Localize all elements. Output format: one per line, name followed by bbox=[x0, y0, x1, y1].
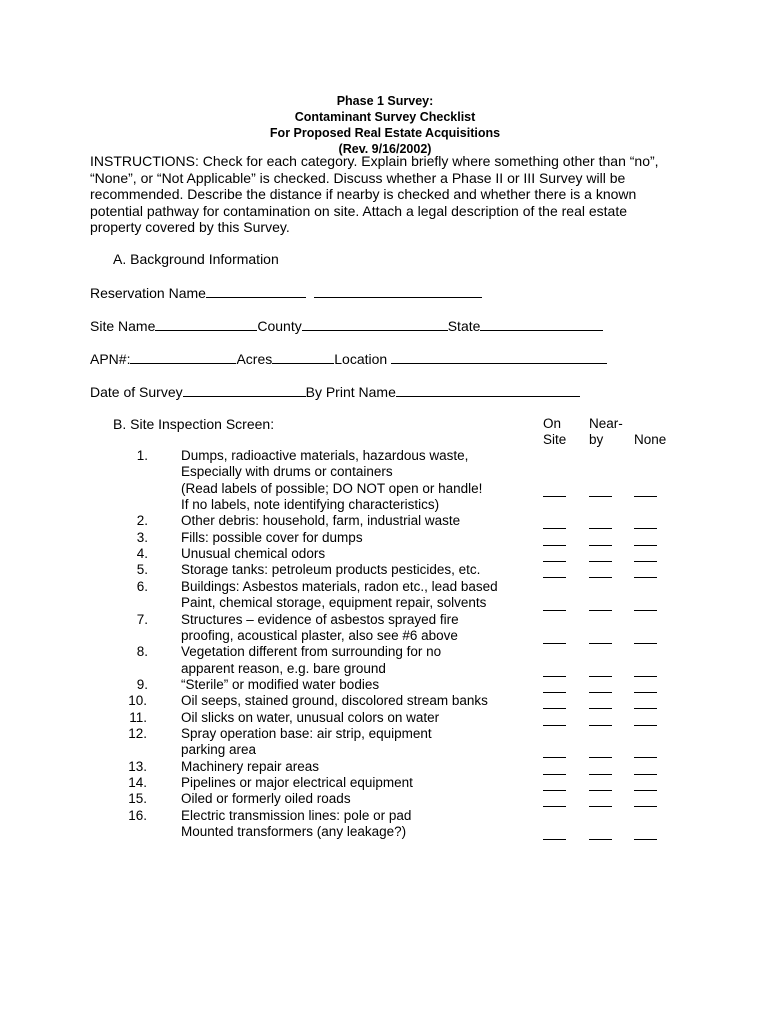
checkbox-on-site[interactable] bbox=[543, 577, 566, 578]
item-number: 11. bbox=[129, 709, 147, 725]
item-number: 9. bbox=[136, 676, 148, 692]
state-label: State bbox=[447, 318, 481, 334]
checkbox-none[interactable] bbox=[634, 774, 657, 775]
checkbox-on-site[interactable] bbox=[543, 561, 566, 562]
checkbox-none[interactable] bbox=[634, 676, 657, 677]
item-text: Vegetation different from surrounding for no bbox=[181, 644, 442, 660]
date-row bbox=[90, 383, 580, 400]
item-number: 12. bbox=[128, 725, 147, 741]
site-name-row bbox=[90, 317, 603, 334]
date-of-survey-field[interactable] bbox=[183, 383, 306, 397]
instructions bbox=[90, 153, 690, 236]
checkbox-on-site[interactable] bbox=[543, 708, 566, 709]
checkbox-on-site[interactable] bbox=[543, 610, 566, 611]
item-text: proofing, acoustical plaster, also see #6 above bbox=[181, 627, 458, 643]
item-text: If no labels, note identifying characteristics) bbox=[181, 497, 440, 513]
checkbox-none[interactable] bbox=[634, 545, 657, 546]
checkbox-none[interactable] bbox=[634, 692, 657, 693]
item-text: Storage tanks: petroleum products pesticides, etc. bbox=[181, 562, 481, 578]
checkbox-none[interactable] bbox=[634, 577, 657, 578]
item-number: 8. bbox=[136, 644, 148, 660]
item-text: Electric transmission lines: pole or pad bbox=[181, 807, 412, 823]
item-number: 5. bbox=[136, 562, 148, 578]
title-line-2: Contaminant Survey Checklist bbox=[294, 110, 476, 124]
item-text: Buildings: Asbestos materials, radon etc., lead based bbox=[181, 578, 498, 594]
item-text: Oiled or formerly oiled roads bbox=[181, 791, 351, 807]
item-text: Unusual chemical odors bbox=[181, 546, 326, 562]
item-text: Spray operation base: air strip, equipment bbox=[181, 725, 432, 741]
checkbox-nearby[interactable] bbox=[589, 577, 612, 578]
instructions-line: potential pathway for contamination on site. Attach a legal description of the real estate bbox=[90, 202, 627, 219]
checkbox-none[interactable] bbox=[634, 561, 657, 562]
checkbox-on-site[interactable] bbox=[543, 806, 566, 807]
item-number: 14. bbox=[128, 775, 147, 790]
item-text: Structures – evidence of asbestos sprayed fire bbox=[181, 611, 459, 627]
checkbox-on-site[interactable] bbox=[543, 643, 566, 644]
checkbox-on-site[interactable] bbox=[543, 790, 566, 791]
item-number: 4. bbox=[136, 546, 148, 562]
item-text: Other debris: household, farm, industrial waste bbox=[181, 513, 461, 529]
location-field[interactable] bbox=[391, 350, 607, 364]
instructions-line: INSTRUCTIONS: Check for each category. Explain briefly where something other than “no”, bbox=[90, 153, 659, 169]
item-text: Oil slicks on water, unusual colors on water bbox=[181, 709, 440, 725]
acres-field[interactable] bbox=[272, 350, 334, 364]
reservation-name-label: Reservation Name bbox=[90, 285, 206, 301]
checkbox-none[interactable] bbox=[634, 643, 657, 644]
location-label: Location bbox=[334, 351, 388, 367]
checkbox-none[interactable] bbox=[634, 528, 657, 529]
date-of-survey-label: Date of Survey bbox=[90, 384, 183, 400]
col-header-none: None bbox=[634, 432, 667, 447]
title-line-3: For Proposed Real Estate Acquisitions bbox=[269, 126, 501, 140]
checkbox-nearby[interactable] bbox=[589, 561, 612, 562]
checkbox-nearby[interactable] bbox=[589, 790, 612, 791]
checkbox-nearby[interactable] bbox=[589, 708, 612, 709]
checkbox-none[interactable] bbox=[634, 790, 657, 791]
checkbox-on-site[interactable] bbox=[543, 757, 566, 758]
checkbox-none[interactable] bbox=[634, 725, 657, 726]
col-header-site: Site bbox=[543, 432, 567, 447]
apn-field[interactable] bbox=[130, 350, 236, 364]
site-name-field[interactable] bbox=[155, 317, 257, 331]
checkbox-nearby[interactable] bbox=[589, 643, 612, 644]
checkbox-none[interactable] bbox=[634, 610, 657, 611]
checkbox-none[interactable] bbox=[634, 839, 657, 840]
reservation-name-field-2[interactable] bbox=[314, 284, 482, 298]
item-text: Paint, chemical storage, equipment repair, solvents bbox=[181, 595, 487, 611]
item-text: “Sterile” or modified water bodies bbox=[181, 676, 380, 692]
checkbox-on-site[interactable] bbox=[543, 839, 566, 840]
item-text: Fills: possible cover for dumps bbox=[181, 529, 363, 545]
item-text: parking area bbox=[181, 742, 257, 758]
checkbox-on-site[interactable] bbox=[543, 725, 566, 726]
checkbox-nearby[interactable] bbox=[589, 725, 612, 726]
item-number: 10. bbox=[128, 693, 147, 709]
item-text: (Read labels of possible; DO NOT open or handle! bbox=[181, 480, 483, 496]
item-text: Dumps, radioactive materials, hazardous waste, bbox=[181, 448, 469, 463]
acres-label: Acres bbox=[236, 351, 273, 367]
item-number: 1. bbox=[136, 448, 148, 463]
checkbox-on-site[interactable] bbox=[543, 545, 566, 546]
col-header-by: by bbox=[589, 432, 604, 447]
instructions-line: “None”, or “Not Applicable” is checked. Discuss whether a Phase II or III Survey will be bbox=[90, 169, 626, 186]
item-number: 3. bbox=[136, 529, 148, 545]
instructions-line: recommended. Describe the distance if nearby is checked and whether there is a known bbox=[90, 186, 637, 202]
item-number: 6. bbox=[136, 578, 148, 594]
title-line-4: (Rev. 9/16/2002) bbox=[338, 142, 432, 156]
item-text: Especially with drums or containers bbox=[181, 464, 393, 480]
checkbox-nearby[interactable] bbox=[589, 545, 612, 546]
item-text: Mounted transformers (any leakage?) bbox=[181, 824, 407, 840]
checkbox-nearby[interactable] bbox=[589, 528, 612, 529]
item-number: 15. bbox=[128, 791, 147, 807]
checkbox-on-site[interactable] bbox=[543, 676, 566, 677]
item-number: 13. bbox=[128, 758, 147, 774]
state-field[interactable] bbox=[480, 317, 603, 331]
reservation-name-field[interactable] bbox=[206, 284, 306, 298]
checkbox-nearby[interactable] bbox=[589, 839, 612, 840]
print-name-field[interactable] bbox=[396, 383, 580, 397]
checkbox-none[interactable] bbox=[634, 757, 657, 758]
reservation-name-row bbox=[90, 284, 482, 301]
checkbox-none[interactable] bbox=[634, 496, 657, 497]
item-text: apparent reason, e.g. bare ground bbox=[181, 660, 386, 676]
site-name-label: Site Name bbox=[90, 318, 156, 334]
by-print-name-label: By Print Name bbox=[305, 384, 396, 400]
checkbox-nearby[interactable] bbox=[589, 806, 612, 807]
checkbox-none[interactable] bbox=[634, 708, 657, 709]
item-number: 2. bbox=[136, 513, 148, 529]
checkbox-nearby[interactable] bbox=[589, 676, 612, 677]
item-number: 16. bbox=[128, 807, 147, 823]
checkbox-nearby[interactable] bbox=[589, 774, 612, 775]
apn-label: APN#: bbox=[90, 351, 131, 367]
section-b-title: B. Site Inspection Screen: bbox=[113, 416, 275, 432]
county-field[interactable] bbox=[302, 317, 448, 331]
checkbox-nearby[interactable] bbox=[589, 496, 612, 497]
checkbox-on-site[interactable] bbox=[543, 774, 566, 775]
item-text: Oil seeps, stained ground, discolored stream banks bbox=[181, 693, 488, 709]
item-number: 7. bbox=[136, 611, 148, 627]
item-text: Pipelines or major electrical equipment bbox=[181, 775, 413, 790]
checkbox-on-site[interactable] bbox=[543, 496, 566, 497]
checkbox-nearby[interactable] bbox=[589, 757, 612, 758]
checkbox-on-site[interactable] bbox=[543, 692, 566, 693]
checkbox-none[interactable] bbox=[634, 806, 657, 807]
instructions-line: property covered by this Survey. bbox=[90, 219, 290, 235]
col-header-near: Near- bbox=[589, 416, 623, 431]
apn-row bbox=[90, 350, 607, 367]
title-line-1: Phase 1 Survey: bbox=[336, 94, 434, 108]
section-a-title: A. Background Information bbox=[113, 251, 279, 267]
checkbox-on-site[interactable] bbox=[543, 528, 566, 529]
checkbox-nearby[interactable] bbox=[589, 692, 612, 693]
county-label: County bbox=[257, 318, 302, 334]
checkbox-nearby[interactable] bbox=[589, 610, 612, 611]
item-text: Machinery repair areas bbox=[181, 758, 320, 774]
col-header-on: On bbox=[543, 416, 562, 431]
